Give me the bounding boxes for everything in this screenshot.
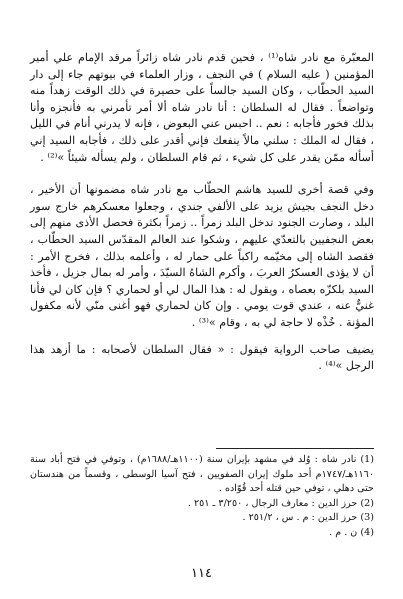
footnote: (3) حرز الدين : م . س ، ٢٥١/٢ . — [242, 512, 374, 524]
paragraph: يضيف صاحب الرواية فيقول : « فقال السلطان لأصحابه : ما أزهد هذا الرجل »⁽⁴⁾ . — [30, 342, 374, 373]
paragraph: المعبّرة مع نادر شاه⁽¹⁾ ، فحين قدم نادر شاه زائراً مرقد الإمام علي أمير المؤمنين ( عليه السلام ) في النجف ، وزار العلماء في بيوتهم جاء إلى دار السيد الحطّاب ، وكان السيد جالساً على حصيرة في ذلك الوقت زهداً منه وتواضعاً . فقال له السلطان : أنا نادر شاه ألا أمر تأمرني به فأنجزه وأنا بذلك فخور فأجابه : نعم .. احبس عني البعوض ، فإنه لا يدرني أنام في الليل ، فقال له الملك : سلني مالاً ينفعك فإني أقدر على ذلك ، فأجابه السيد إني أسأله ممّن يقدر على كل شيء ، ثم قام السلطان ، ولم يسأله شيئاً »⁽²⁾ . — [30, 51, 374, 164]
footnote: (1) نادر شاه : وُلد في مشهد بإيران سنة (١١٠٠هـ/١٦٨٨م) ، وتوفي في فتح أباد سنة ١١٦٠هـ/١٧٤٧م أحد ملوك إيران الصفويين ، فتح آسيا الوسطى ، وقسماً من هندستان حتى دهلي ، توفي حين قتله أحد قُوّاده . — [30, 454, 374, 495]
footnote: (4) ن . م . — [329, 526, 374, 538]
footnotes — [30, 453, 374, 541]
footnote: (2) حرز الدين : معارف الرجال ، ٣/٢٥٠ ـ ٢٥١ . — [187, 497, 374, 509]
page-number: ١١٤ — [191, 566, 212, 581]
main-text — [30, 50, 374, 375]
footnote-separator — [216, 448, 374, 449]
paragraph: وفي قصة أخرى للسيد هاشم الحطّاب مع نادر شاه مضمونها أن الأخير ، دخل النجف بجيش يزيد على الألفي جندي ، وجعلوا معسكرهم خارج سور البلد ، وصارت الجنود تدخل البلد زمراً .. زمراً بكثرة فحصل الأذى منهم إلى بعض النجفيين بالتعدّي عليهم ، وشكوا عند العالم المقدّس السيد الحطّاب ، فقصد الشاه إلى مخيّمه راكباً على حمار له ، وأعلمه بذلك ، فخرج الأمر : أن لا يؤذى العسكرُ العربَ ، وأكرم الشاهُ السيّدَ ، وأمر له بمال جزيل ، فأخذ السيد بلكزّه بعصاه ، ويقول له : هذا المال لي أو لحماري ؟ فإن كان لي فأنا غنيٌّ عنه ، عندي قوت يومي . وإن كان لحماري فهو أغنى منّي لأنه مكفول المؤنة . خُذْه لا حاجة لي به ، وقام »⁽³⁾ . — [30, 183, 374, 329]
